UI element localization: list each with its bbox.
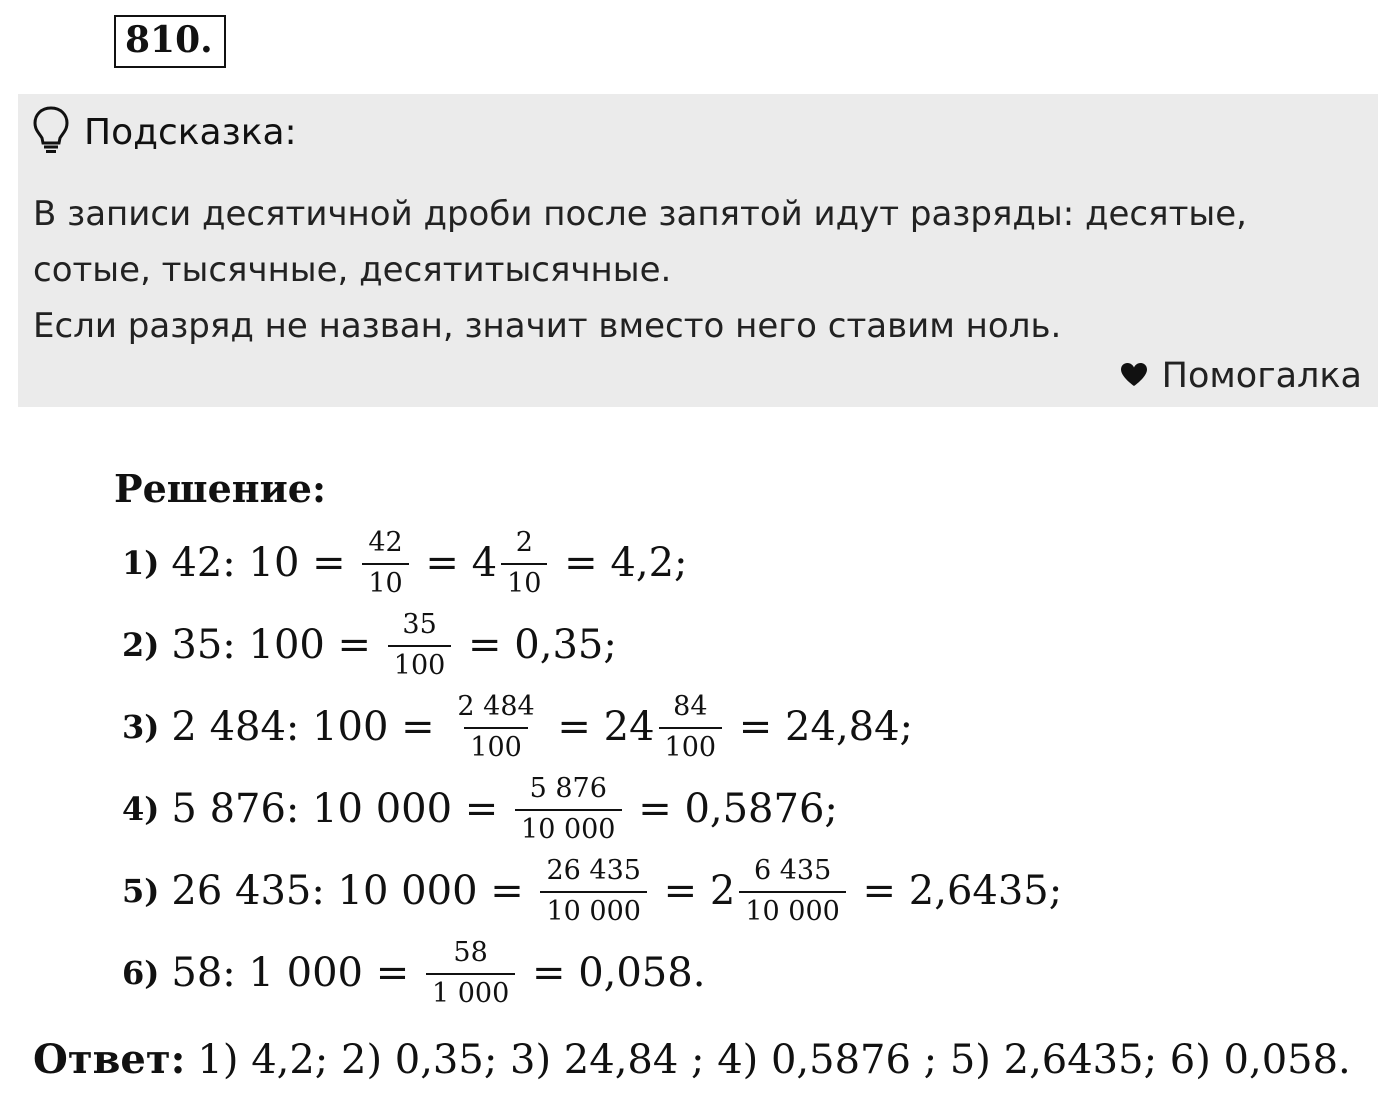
step-5 (122, 850, 1062, 932)
step-3 (122, 686, 1062, 768)
step-2 (122, 604, 1062, 686)
step-expression (171, 609, 616, 682)
fraction-numerator: 2 (515, 526, 533, 558)
expr-rhs: = 24,84; (726, 704, 914, 750)
expr-rhs: = 0,058. (519, 950, 706, 996)
fraction-denominator: 100 (388, 645, 452, 682)
expr-mid: = 4 (412, 540, 498, 586)
expr-lhs: 58: 1 000 = (171, 950, 422, 996)
step-number: 6) (122, 954, 160, 992)
heart-icon (1120, 356, 1148, 396)
fraction (501, 527, 547, 600)
hint-line: сотые, тысячные, десятитысячные. (33, 250, 672, 290)
fraction-numerator: 5 876 (529, 772, 607, 804)
task-number-label: 810. (125, 19, 213, 61)
fraction (515, 773, 621, 846)
task-number (114, 15, 226, 68)
fraction-denominator: 100 (659, 727, 723, 764)
fraction (388, 609, 452, 682)
fraction-numerator: 26 435 (546, 854, 641, 886)
step-6 (122, 932, 1062, 1014)
hint-text (33, 186, 1363, 354)
hint-panel (18, 94, 1378, 407)
step-expression (171, 773, 837, 846)
fraction-denominator: 100 (464, 727, 528, 764)
step-number: 2) (122, 626, 160, 664)
step-expression (171, 527, 687, 600)
answer-label: Ответ: (33, 1036, 186, 1083)
expr-mid: = 24 (544, 704, 655, 750)
fraction-denominator: 10 000 (739, 891, 845, 928)
solution-title: Решение: (114, 466, 326, 511)
fraction-denominator: 10 (501, 563, 547, 600)
hint-line: В записи десятичной дроби после запятой идут разряды: десятые, (33, 194, 1247, 234)
fraction-denominator: 10 000 (515, 809, 621, 846)
hint-header (32, 102, 297, 162)
fraction-denominator: 1 000 (426, 973, 515, 1010)
solution-steps (122, 522, 1062, 1014)
step-expression (171, 855, 1062, 928)
expr-rhs: = 2,6435; (849, 868, 1063, 914)
fraction (451, 691, 540, 764)
fraction (362, 527, 408, 600)
step-number: 5) (122, 872, 160, 910)
expr-rhs: = 4,2; (551, 540, 688, 586)
fraction (739, 855, 845, 928)
expr-lhs: 35: 100 = (171, 622, 384, 668)
fraction-numerator: 6 435 (753, 854, 832, 886)
fraction (659, 691, 723, 764)
fraction-numerator: 2 484 (457, 690, 535, 722)
fraction (426, 937, 515, 1010)
step-expression (171, 691, 913, 764)
hint-line: Если разряд не назван, значит вместо него ставим ноль. (33, 306, 1062, 346)
answer-text: 1) 4,2; 2) 0,35; 3) 24,84 ; 4) 0,5876 ; 5) 2,6435; 6) 0,058. (197, 1037, 1351, 1083)
fraction-numerator: 42 (368, 526, 403, 558)
answer (33, 1036, 1351, 1083)
step-number: 4) (122, 790, 160, 828)
brand (1120, 356, 1362, 396)
step-1 (122, 522, 1062, 604)
fraction-numerator: 58 (453, 936, 488, 968)
fraction-numerator: 84 (673, 690, 708, 722)
expr-lhs: 42: 10 = (171, 540, 359, 586)
brand-label: Помогалка (1161, 356, 1362, 396)
fraction-numerator: 35 (402, 608, 437, 640)
step-expression (171, 937, 705, 1010)
expr-mid: = 2 (650, 868, 736, 914)
step-number: 3) (122, 708, 160, 746)
fraction (540, 855, 646, 928)
fraction-denominator: 10 000 (540, 891, 646, 928)
expr-lhs: 5 876: 10 000 = (171, 786, 512, 832)
fraction-denominator: 10 (362, 563, 408, 600)
expr-rhs: = 0,35; (455, 622, 617, 668)
expr-rhs: = 0,5876; (625, 786, 838, 832)
hint-title: Подсказка: (84, 111, 297, 153)
step-number: 1) (122, 544, 160, 582)
lightbulb-icon (32, 105, 70, 159)
expr-lhs: 2 484: 100 = (171, 704, 448, 750)
expr-lhs: 26 435: 10 000 = (171, 868, 537, 914)
step-4 (122, 768, 1062, 850)
